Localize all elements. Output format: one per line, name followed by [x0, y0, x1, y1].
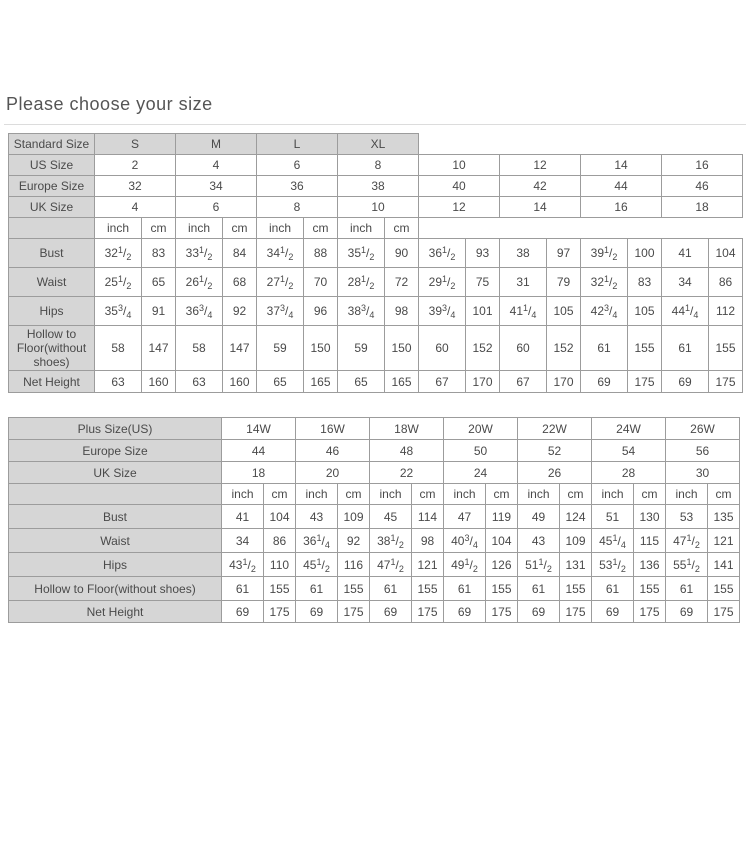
measurement-value-cell: 100 — [628, 239, 662, 268]
measurement-value-cell: 47 — [444, 505, 486, 529]
unit-label-cell: cm — [338, 484, 370, 505]
measurement-value-cell: $39^3/_4$ — [419, 297, 466, 326]
measurement-value-cell: 175 — [709, 371, 743, 393]
size-value-cell: 34 — [176, 176, 257, 197]
measurement-value-cell: 86 — [709, 268, 743, 297]
measurement-value-cell: 69 — [444, 601, 486, 623]
measurement-value-cell: $32^1/_2$ — [581, 268, 628, 297]
measurement-value-cell: 79 — [547, 268, 581, 297]
size-value-cell: 22 — [370, 462, 444, 484]
size-value-cell: 6 — [257, 155, 338, 176]
standard-size-grid — [8, 133, 743, 393]
row-label-cell: Net Height — [9, 371, 95, 393]
measurement-value-cell: 175 — [560, 601, 592, 623]
size-value-cell: 40 — [419, 176, 500, 197]
row-label-cell: Europe Size — [9, 440, 222, 462]
unit-label-cell: cm — [708, 484, 740, 505]
measurement-value-cell: 119 — [486, 505, 518, 529]
size-value-cell: 54 — [592, 440, 666, 462]
corner-cell — [9, 218, 95, 239]
measurement-value-cell: 175 — [486, 601, 518, 623]
unit-label-cell: inch — [95, 218, 142, 239]
corner-cell — [9, 484, 222, 505]
measurement-value-cell: 43 — [296, 505, 338, 529]
corner-cell: Plus Size(US) — [9, 418, 222, 440]
measurement-value-cell: 124 — [560, 505, 592, 529]
measurement-value-cell: 90 — [385, 239, 419, 268]
measurement-value-cell: 121 — [708, 529, 740, 553]
size-value-cell: 10 — [419, 155, 500, 176]
measurement-value-cell: 110 — [264, 553, 296, 577]
measurement-value-cell: $40^3/_4$ — [444, 529, 486, 553]
unit-label-cell: cm — [142, 218, 176, 239]
measurement-value-cell: 60 — [419, 326, 466, 371]
unit-label-cell: inch — [176, 218, 223, 239]
measurement-value-cell: 61 — [518, 577, 560, 601]
row-label-cell: UK Size — [9, 462, 222, 484]
measurement-value-cell: $47^1/_2$ — [370, 553, 412, 577]
measurement-value-cell: 69 — [222, 601, 264, 623]
measurement-value-cell: 155 — [628, 326, 662, 371]
measurement-value-cell: 43 — [518, 529, 560, 553]
measurement-value-cell: 53 — [666, 505, 708, 529]
measurement-value-cell: 69 — [296, 601, 338, 623]
measurement-value-cell: 155 — [634, 577, 666, 601]
measurement-value-cell: 63 — [176, 371, 223, 393]
size-value-cell: 6 — [176, 197, 257, 218]
row-label-cell: US Size — [9, 155, 95, 176]
measurement-value-cell: 92 — [223, 297, 257, 326]
measurement-value-cell: 147 — [142, 326, 176, 371]
measurement-value-cell: 83 — [628, 268, 662, 297]
unit-label-cell: inch — [518, 484, 560, 505]
row-label-cell: Waist — [9, 268, 95, 297]
row-label-cell: Bust — [9, 239, 95, 268]
unit-label-cell: inch — [296, 484, 338, 505]
measurement-value-cell: 105 — [547, 297, 581, 326]
size-value-cell: 4 — [176, 155, 257, 176]
size-value-cell: 8 — [338, 155, 419, 176]
measurement-value-cell: 63 — [95, 371, 142, 393]
unit-label-cell: inch — [222, 484, 264, 505]
measurement-value-cell: 101 — [466, 297, 500, 326]
measurement-value-cell: 65 — [257, 371, 304, 393]
measurement-value-cell: 126 — [486, 553, 518, 577]
measurement-value-cell: 155 — [264, 577, 296, 601]
unit-label-cell: cm — [385, 218, 419, 239]
unit-label-cell: cm — [634, 484, 666, 505]
standard-size-table — [0, 133, 750, 393]
row-label-cell: Hips — [9, 553, 222, 577]
size-value-cell: 36 — [257, 176, 338, 197]
measurement-value-cell: $36^1/_2$ — [419, 239, 466, 268]
measurement-value-cell: $44^1/_4$ — [662, 297, 709, 326]
measurement-value-cell: 155 — [486, 577, 518, 601]
measurement-value-cell: 38 — [500, 239, 547, 268]
measurement-value-cell: 130 — [634, 505, 666, 529]
size-value-cell: 32 — [95, 176, 176, 197]
measurement-value-cell: $45^1/_2$ — [296, 553, 338, 577]
size-value-cell: 56 — [666, 440, 740, 462]
size-value-cell: 30 — [666, 462, 740, 484]
measurement-value-cell: 115 — [634, 529, 666, 553]
measurement-value-cell: $36^3/_4$ — [176, 297, 223, 326]
row-label-cell: Hollow to Floor(without shoes) — [9, 326, 95, 371]
measurement-value-cell: 61 — [222, 577, 264, 601]
measurement-value-cell: 61 — [444, 577, 486, 601]
measurement-value-cell: 155 — [338, 577, 370, 601]
measurement-value-cell: 175 — [708, 601, 740, 623]
measurement-value-cell: 61 — [370, 577, 412, 601]
size-group-cell: 18W — [370, 418, 444, 440]
measurement-value-cell: 65 — [338, 371, 385, 393]
measurement-value-cell: $28^1/_2$ — [338, 268, 385, 297]
measurement-value-cell: 45 — [370, 505, 412, 529]
size-value-cell: 20 — [296, 462, 370, 484]
size-group-cell: L — [257, 134, 338, 155]
measurement-value-cell: 155 — [709, 326, 743, 371]
measurement-value-cell: $35^3/_4$ — [95, 297, 142, 326]
unit-label-cell: inch — [444, 484, 486, 505]
size-value-cell: 18 — [222, 462, 296, 484]
measurement-value-cell: 155 — [560, 577, 592, 601]
measurement-value-cell: 69 — [592, 601, 634, 623]
measurement-value-cell: 68 — [223, 268, 257, 297]
row-label-cell: UK Size — [9, 197, 95, 218]
measurement-value-cell: $49^1/_2$ — [444, 553, 486, 577]
measurement-value-cell: 109 — [338, 505, 370, 529]
measurement-value-cell: 88 — [304, 239, 338, 268]
measurement-value-cell: 41 — [662, 239, 709, 268]
unit-label-cell: inch — [592, 484, 634, 505]
measurement-value-cell: 104 — [264, 505, 296, 529]
measurement-value-cell: 114 — [412, 505, 444, 529]
measurement-value-cell: 49 — [518, 505, 560, 529]
unit-label-cell: inch — [257, 218, 304, 239]
size-value-cell: 16 — [662, 155, 743, 176]
measurement-value-cell: 93 — [466, 239, 500, 268]
row-label-cell: Hollow to Floor(without shoes) — [9, 577, 222, 601]
size-group-cell: 16W — [296, 418, 370, 440]
measurement-value-cell: 59 — [338, 326, 385, 371]
measurement-value-cell: 34 — [222, 529, 264, 553]
measurement-value-cell: 69 — [518, 601, 560, 623]
size-value-cell: 12 — [419, 197, 500, 218]
measurement-value-cell: $51^1/_2$ — [518, 553, 560, 577]
measurement-value-cell: 105 — [628, 297, 662, 326]
measurement-value-cell: 175 — [412, 601, 444, 623]
measurement-value-cell: 170 — [466, 371, 500, 393]
unit-label-cell: cm — [223, 218, 257, 239]
measurement-value-cell: $42^3/_4$ — [581, 297, 628, 326]
size-value-cell: 18 — [662, 197, 743, 218]
measurement-value-cell: 51 — [592, 505, 634, 529]
measurement-value-cell: 96 — [304, 297, 338, 326]
size-group-cell: 24W — [592, 418, 666, 440]
unit-label-cell: inch — [666, 484, 708, 505]
size-value-cell: 2 — [95, 155, 176, 176]
measurement-value-cell: 60 — [500, 326, 547, 371]
measurement-value-cell: $37^3/_4$ — [257, 297, 304, 326]
unit-label-cell: inch — [338, 218, 385, 239]
measurement-value-cell: 83 — [142, 239, 176, 268]
row-label-cell: Hips — [9, 297, 95, 326]
size-value-cell: 50 — [444, 440, 518, 462]
size-value-cell: 24 — [444, 462, 518, 484]
measurement-value-cell: 165 — [385, 371, 419, 393]
size-group-cell: 26W — [666, 418, 740, 440]
corner-cell: Standard Size — [9, 134, 95, 155]
measurement-value-cell: 160 — [142, 371, 176, 393]
measurement-value-cell: 69 — [581, 371, 628, 393]
measurement-value-cell: 150 — [304, 326, 338, 371]
measurement-value-cell: 150 — [385, 326, 419, 371]
measurement-value-cell: $38^3/_4$ — [338, 297, 385, 326]
size-group-cell: XL — [338, 134, 419, 155]
measurement-value-cell: 41 — [222, 505, 264, 529]
size-value-cell: 8 — [257, 197, 338, 218]
measurement-value-cell: $55^1/_2$ — [666, 553, 708, 577]
measurement-value-cell: 152 — [547, 326, 581, 371]
measurement-value-cell: $39^1/_2$ — [581, 239, 628, 268]
title-divider — [4, 124, 746, 125]
measurement-value-cell: $29^1/_2$ — [419, 268, 466, 297]
measurement-value-cell: 61 — [662, 326, 709, 371]
size-group-cell: 22W — [518, 418, 592, 440]
measurement-value-cell: 135 — [708, 505, 740, 529]
measurement-value-cell: 112 — [709, 297, 743, 326]
page-title: Please choose your size — [6, 94, 213, 114]
size-group-cell: S — [95, 134, 176, 155]
measurement-value-cell: 160 — [223, 371, 257, 393]
measurement-value-cell: 58 — [95, 326, 142, 371]
measurement-value-cell: 34 — [662, 268, 709, 297]
measurement-value-cell: 69 — [370, 601, 412, 623]
size-value-cell: 14 — [581, 155, 662, 176]
measurement-value-cell: 175 — [634, 601, 666, 623]
measurement-value-cell: $43^1/_2$ — [222, 553, 264, 577]
measurement-value-cell: $47^1/_2$ — [666, 529, 708, 553]
measurement-value-cell: $41^1/_4$ — [500, 297, 547, 326]
row-label-cell: Waist — [9, 529, 222, 553]
measurement-value-cell: 175 — [264, 601, 296, 623]
measurement-value-cell: 31 — [500, 268, 547, 297]
measurement-value-cell: $27^1/_2$ — [257, 268, 304, 297]
measurement-value-cell: 61 — [592, 577, 634, 601]
measurement-value-cell: 67 — [500, 371, 547, 393]
measurement-value-cell: 97 — [547, 239, 581, 268]
measurement-value-cell: 59 — [257, 326, 304, 371]
size-value-cell: 52 — [518, 440, 592, 462]
measurement-value-cell: 175 — [628, 371, 662, 393]
measurement-value-cell: 104 — [486, 529, 518, 553]
unit-label-cell: cm — [304, 218, 338, 239]
measurement-value-cell: 84 — [223, 239, 257, 268]
measurement-value-cell: 75 — [466, 268, 500, 297]
measurement-value-cell: 136 — [634, 553, 666, 577]
measurement-value-cell: 65 — [142, 268, 176, 297]
measurement-value-cell: 155 — [412, 577, 444, 601]
measurement-value-cell: 61 — [666, 577, 708, 601]
measurement-value-cell: 67 — [419, 371, 466, 393]
unit-label-cell: inch — [370, 484, 412, 505]
measurement-value-cell: 131 — [560, 553, 592, 577]
size-value-cell: 28 — [592, 462, 666, 484]
measurement-value-cell: $26^1/_2$ — [176, 268, 223, 297]
size-value-cell: 16 — [581, 197, 662, 218]
measurement-value-cell: 69 — [666, 601, 708, 623]
measurement-value-cell: 152 — [466, 326, 500, 371]
measurement-value-cell: $45^1/_4$ — [592, 529, 634, 553]
size-value-cell: 38 — [338, 176, 419, 197]
measurement-value-cell: 58 — [176, 326, 223, 371]
measurement-value-cell: 155 — [708, 577, 740, 601]
plus-size-table — [0, 417, 750, 623]
measurement-value-cell: $35^1/_2$ — [338, 239, 385, 268]
measurement-value-cell: 104 — [709, 239, 743, 268]
measurement-value-cell: $32^1/_2$ — [95, 239, 142, 268]
measurement-value-cell: $34^1/_2$ — [257, 239, 304, 268]
size-value-cell: 42 — [500, 176, 581, 197]
measurement-value-cell: 141 — [708, 553, 740, 577]
size-value-cell: 46 — [662, 176, 743, 197]
measurement-value-cell: 98 — [412, 529, 444, 553]
measurement-value-cell: 121 — [412, 553, 444, 577]
size-value-cell: 48 — [370, 440, 444, 462]
measurement-value-cell: $33^1/_2$ — [176, 239, 223, 268]
size-value-cell: 4 — [95, 197, 176, 218]
plus-size-grid — [8, 417, 740, 623]
row-label-cell: Europe Size — [9, 176, 95, 197]
measurement-value-cell: 98 — [385, 297, 419, 326]
measurement-value-cell: $53^1/_2$ — [592, 553, 634, 577]
measurement-value-cell: $36^1/_4$ — [296, 529, 338, 553]
size-value-cell: 12 — [500, 155, 581, 176]
measurement-value-cell: 69 — [662, 371, 709, 393]
measurement-value-cell: $38^1/_2$ — [370, 529, 412, 553]
measurement-value-cell: 61 — [296, 577, 338, 601]
measurement-value-cell: 61 — [581, 326, 628, 371]
size-value-cell: 26 — [518, 462, 592, 484]
measurement-value-cell: 70 — [304, 268, 338, 297]
size-value-cell: 44 — [581, 176, 662, 197]
measurement-value-cell: 72 — [385, 268, 419, 297]
measurement-value-cell: 170 — [547, 371, 581, 393]
unit-label-cell: cm — [560, 484, 592, 505]
size-value-cell: 44 — [222, 440, 296, 462]
row-label-cell: Net Height — [9, 601, 222, 623]
size-value-cell: 14 — [500, 197, 581, 218]
measurement-value-cell: 91 — [142, 297, 176, 326]
size-group-cell: 14W — [222, 418, 296, 440]
measurement-value-cell: 92 — [338, 529, 370, 553]
size-value-cell: 46 — [296, 440, 370, 462]
unit-label-cell: cm — [412, 484, 444, 505]
measurement-value-cell: 116 — [338, 553, 370, 577]
measurement-value-cell: 165 — [304, 371, 338, 393]
measurement-value-cell: $25^1/_2$ — [95, 268, 142, 297]
measurement-value-cell: 147 — [223, 326, 257, 371]
size-group-cell: 20W — [444, 418, 518, 440]
size-group-cell: M — [176, 134, 257, 155]
unit-label-cell: cm — [264, 484, 296, 505]
measurement-value-cell: 175 — [338, 601, 370, 623]
measurement-value-cell: 109 — [560, 529, 592, 553]
unit-label-cell: cm — [486, 484, 518, 505]
measurement-value-cell: 86 — [264, 529, 296, 553]
size-value-cell: 10 — [338, 197, 419, 218]
row-label-cell: Bust — [9, 505, 222, 529]
